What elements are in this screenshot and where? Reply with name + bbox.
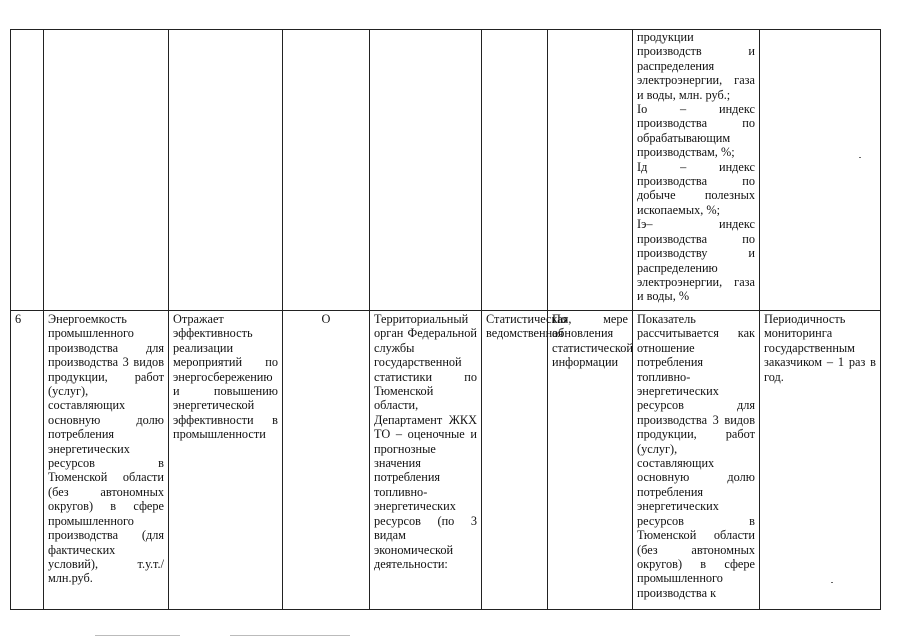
cell-indicator-name: Энергоемкость промышленного производства для производства 3 видов продукции, работ (услуг), составляющих основную долю потребления энергетических ресурсов в Тюменской области (без автономных округов) в сфере промышленного производства (для фактических условий), т.у.т./млн.руб. <box>44 311 169 610</box>
cell-data-source: Территориальный орган Федеральной службы государственной статистики по Тюменской области, Департамент ЖКХ ТО – оценочные и прогнозные значения потребления топливно-энергетических ресурсов (по 3 видам экономической деятельности: <box>370 311 482 610</box>
cell-update-timing: По мере обновления статистической информации <box>548 311 633 610</box>
table-row-6 <box>11 311 881 610</box>
footer-scan-line-center <box>230 635 350 636</box>
cell-calculation-method: Показатель рассчитывается как отношение потребления топливно-энергетических ресурсов для производства 3 видов продукции, работ (услуг), составляющих основную долю потребления энергетических ресурсов в Тюменской области (без автономных округов) в сфере промышленного производства к <box>633 311 760 610</box>
cell-source-empty <box>370 30 482 311</box>
cell-number-empty <box>11 30 44 311</box>
cell-periodicity-empty <box>760 30 881 311</box>
footer-scan-line-left <box>95 635 180 636</box>
cell-reflects-empty <box>169 30 283 311</box>
cell-data-form: Статистическая, ведомственная <box>482 311 548 610</box>
indicator-table <box>10 29 881 610</box>
cell-form-empty <box>482 30 548 311</box>
cell-type-empty <box>283 30 370 311</box>
cell-indicator-empty <box>44 30 169 311</box>
cell-periodicity: Периодичность мониторинга государственным заказчиком – 1 раз в год. <box>760 311 881 610</box>
cell-indicator-type: О <box>283 311 370 610</box>
cell-indicator-reflects: Отражает эффективность реализации мероприятий по энергосбережению и повышению энергетической эффективности в промышленности <box>169 311 283 610</box>
scan-speck <box>859 157 861 158</box>
cell-formula-continued: продукции производств и распределения электроэнергии, газа и воды, млн. руб.; Iо – индекс производства по обрабатывающим производствам, %; Iд – индекс производства по добыче полезных ископаемых, %; Iэ– индекс производства по производству и распределению электроэнергии, газа и воды, % <box>633 30 760 311</box>
scan-speck <box>831 582 833 583</box>
cell-timing-empty <box>548 30 633 311</box>
table-row-continued <box>11 30 881 311</box>
cell-row-number: 6 <box>11 311 44 610</box>
